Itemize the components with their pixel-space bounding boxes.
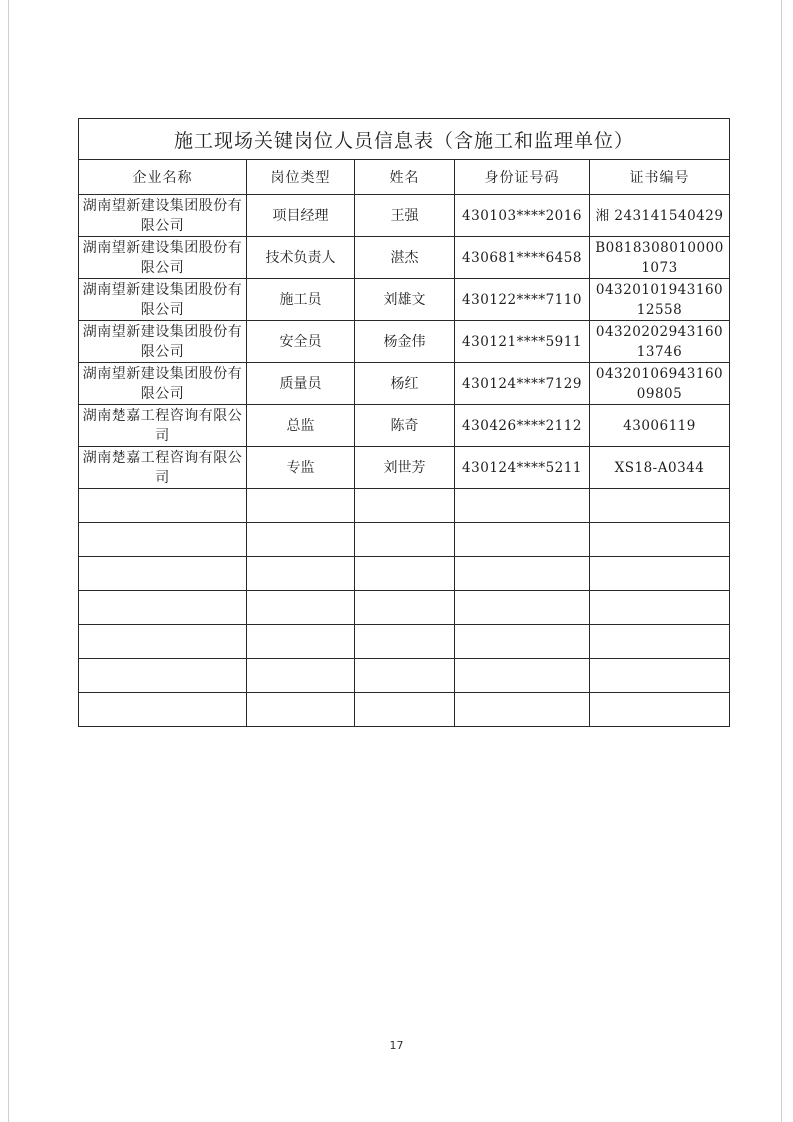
empty-cell [355,523,455,557]
empty-cell [455,625,590,659]
cell-id-number: 430124****7129 [455,363,590,405]
empty-table-row [79,557,730,591]
cell-certificate: 43006119 [590,405,730,447]
cell-certificate: 0432010694316009805 [590,363,730,405]
cell-certificate: 湘 243141540429 [590,195,730,237]
empty-cell [79,489,247,523]
empty-cell [355,659,455,693]
cell-company: 湖南望新建设集团股份有限公司 [79,195,247,237]
header-certificate: 证书编号 [590,160,730,195]
cell-certificate: XS18-A0344 [590,447,730,489]
empty-cell [590,489,730,523]
table-row [79,279,730,321]
empty-cell [455,693,590,727]
cell-position: 安全员 [247,321,355,363]
empty-table-row [79,693,730,727]
cell-position: 技术负责人 [247,237,355,279]
page-edge-right [781,0,782,1122]
empty-cell [355,693,455,727]
empty-cell [355,489,455,523]
empty-cell [590,659,730,693]
empty-cell [355,557,455,591]
personnel-info-table [78,118,730,727]
empty-cell [247,557,355,591]
cell-company: 湖南楚嘉工程咨询有限公司 [79,447,247,489]
cell-company: 湖南望新建设集团股份有限公司 [79,321,247,363]
cell-position: 项目经理 [247,195,355,237]
empty-cell [590,591,730,625]
empty-table-row [79,523,730,557]
cell-name: 杨红 [355,363,455,405]
cell-id-number: 430124****5211 [455,447,590,489]
empty-table-row [79,489,730,523]
empty-cell [247,693,355,727]
cell-company: 湖南望新建设集团股份有限公司 [79,363,247,405]
table-title-row [79,119,730,160]
empty-cell [247,659,355,693]
empty-cell [590,693,730,727]
cell-company: 湖南楚嘉工程咨询有限公司 [79,405,247,447]
empty-cell [247,625,355,659]
empty-cell [247,523,355,557]
cell-company: 湖南望新建设集团股份有限公司 [79,237,247,279]
page-number: 17 [389,1039,404,1052]
table-row [79,237,730,279]
header-position: 岗位类型 [247,160,355,195]
empty-cell [355,591,455,625]
empty-cell [455,557,590,591]
cell-position: 施工员 [247,279,355,321]
cell-certificate: 0432020294316013746 [590,321,730,363]
empty-cell [590,557,730,591]
empty-cell [455,591,590,625]
header-name: 姓名 [355,160,455,195]
empty-cell [79,523,247,557]
cell-id-number: 430681****6458 [455,237,590,279]
empty-cell [455,489,590,523]
cell-id-number: 430121****5911 [455,321,590,363]
cell-id-number: 430426****2112 [455,405,590,447]
cell-name: 刘世芳 [355,447,455,489]
empty-cell [455,523,590,557]
cell-name: 湛杰 [355,237,455,279]
cell-position: 总监 [247,405,355,447]
cell-id-number: 430122****7110 [455,279,590,321]
empty-cell [247,591,355,625]
cell-company: 湖南望新建设集团股份有限公司 [79,279,247,321]
table-header-row [79,160,730,195]
empty-cell [79,659,247,693]
empty-cell [455,659,590,693]
table-title: 施工现场关键岗位人员信息表（含施工和监理单位） [79,119,730,160]
table-row [79,321,730,363]
cell-certificate: 0432010194316012558 [590,279,730,321]
empty-table-row [79,625,730,659]
empty-cell [590,523,730,557]
header-company: 企业名称 [79,160,247,195]
empty-table-row [79,659,730,693]
cell-id-number: 430103****2016 [455,195,590,237]
empty-cell [79,625,247,659]
table-row [79,405,730,447]
cell-certificate: B08183080100001073 [590,237,730,279]
cell-name: 王强 [355,195,455,237]
cell-name: 陈奇 [355,405,455,447]
header-id-number: 身份证号码 [455,160,590,195]
cell-position: 质量员 [247,363,355,405]
cell-position: 专监 [247,447,355,489]
table-row [79,363,730,405]
empty-cell [590,625,730,659]
empty-cell [355,625,455,659]
table-row [79,195,730,237]
cell-name: 杨金伟 [355,321,455,363]
empty-cell [79,557,247,591]
empty-cell [79,693,247,727]
table-row [79,447,730,489]
empty-cell [247,489,355,523]
empty-table-row [79,591,730,625]
cell-name: 刘雄文 [355,279,455,321]
page-edge-left [8,0,9,1122]
empty-cell [79,591,247,625]
